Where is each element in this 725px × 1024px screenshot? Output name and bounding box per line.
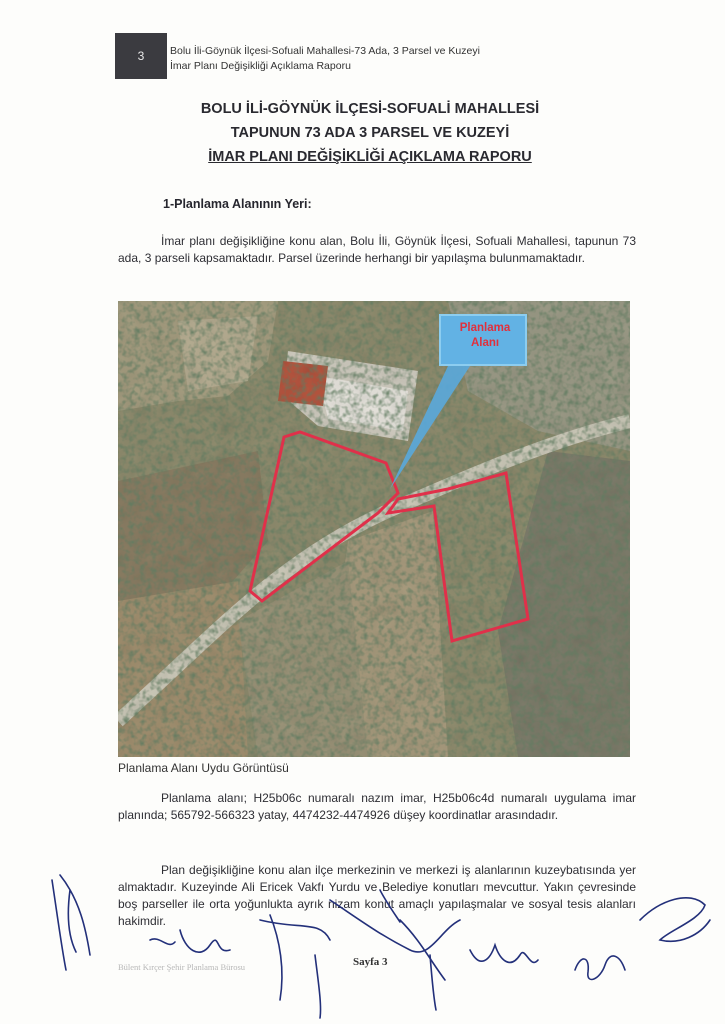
header-line-2: İmar Planı Değişikliği Açıklama Raporu bbox=[170, 60, 351, 72]
footer-office: Bülent Kırçer Şehir Planlama Bürosu bbox=[118, 962, 246, 972]
satellite-image bbox=[118, 301, 630, 757]
satellite-map bbox=[118, 301, 630, 757]
map-label-line-2: Alanı bbox=[470, 337, 500, 349]
map-label-line-1: Planlama bbox=[459, 322, 511, 334]
map-caption: Planlama Alanı Uydu Görüntüsü bbox=[118, 761, 289, 775]
paragraph-surroundings: Plan değişikliğine konu alan ilçe merkezinin ve merkezi iş alanlarının kuzeybatısında yer almaktadır. Kuzeyinde Ali Ericek Vakfı Yurdu ve Belediye konutları mevcuttur. Yakın çevresinde boş parseller ile orta yoğunlukta ayrık nizam konut amaçlı yapılaşmalar ve sosyal tesis alanları hakimdir. bbox=[118, 863, 636, 928]
footer-page-number: Sayfa 3 bbox=[353, 956, 388, 968]
running-header bbox=[170, 44, 480, 74]
paragraph-plan-reference: Planlama alanı; H25b06c numaralı nazım imar, H25b06c4d numaralı uygulama imar planında; 565792-566323 yatay, 4474232-4474926 düşey koordinatlar arasındadır. bbox=[118, 791, 636, 822]
title-line-2: TAPUNUN 73 ADA 3 PARSEL VE KUZEYİ bbox=[230, 125, 510, 141]
title-line-3: İMAR PLANI DEĞİŞİKLİĞİ AÇIKLAMA RAPORU bbox=[208, 149, 532, 165]
page-number-box: 3 bbox=[115, 33, 167, 79]
document-title bbox=[160, 97, 580, 169]
header-line-1: Bolu İli-Göynük İlçesi-Sofuali Mahallesi-73 Ada, 3 Parsel ve Kuzeyi bbox=[170, 45, 480, 57]
title-line-1: BOLU İLİ-GÖYNÜK İLÇESİ-SOFUALİ MAHALLESİ bbox=[200, 101, 540, 117]
section-heading: 1-Planlama Alanının Yeri: bbox=[163, 197, 312, 211]
map-callout-label bbox=[445, 318, 525, 364]
paragraph-location: İmar planı değişikliğine konu alan, Bolu İli, Göynük İlçesi, Sofuali Mahallesi, tapunun 73 ada, 3 parseli kapsamaktadır. Parsel üzerinde herhangi bir yapılaşma bulunmamaktadır. bbox=[118, 234, 636, 265]
